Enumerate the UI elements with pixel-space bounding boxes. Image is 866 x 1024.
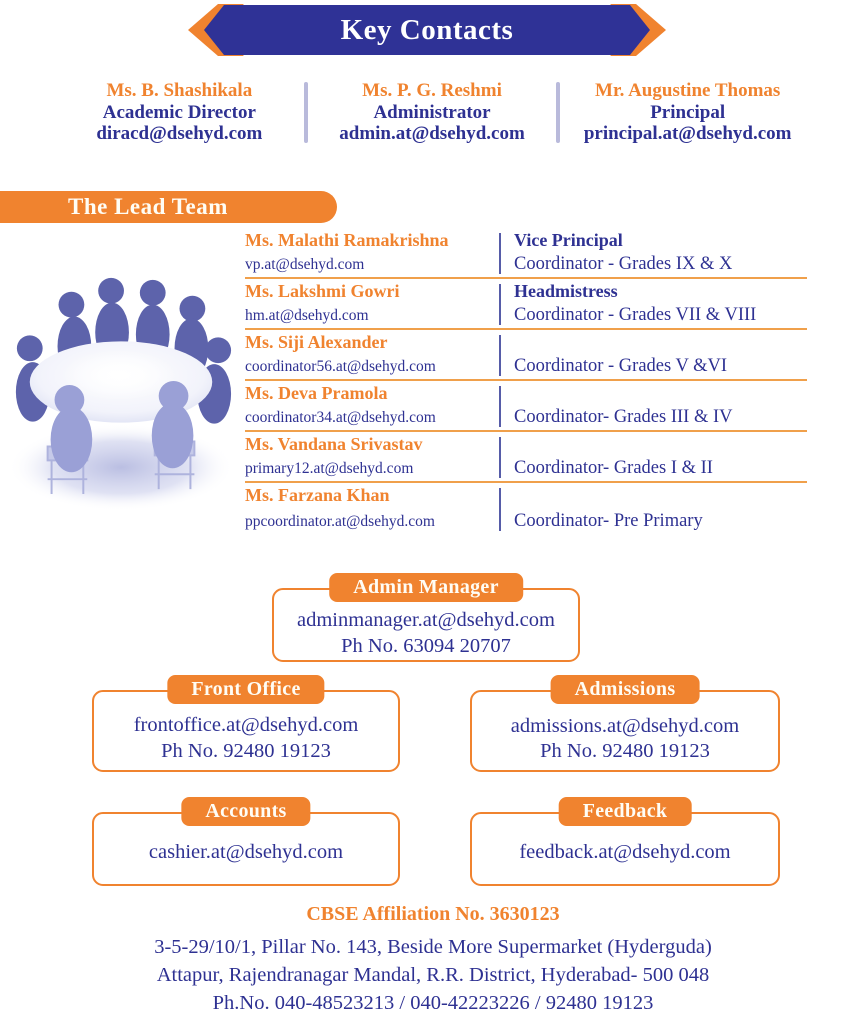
address-line-2: Attapur, Rajendranagar Mandal, R.R. District, Hyderabad- 500 048 (156, 964, 710, 986)
admissions-label: Admissions (551, 675, 700, 704)
accounts-box (92, 800, 400, 886)
round-table-meeting-illustration (2, 242, 240, 522)
member-detail: Coordinator- Grades III & IV (514, 407, 733, 427)
member-name: Ms. Farzana Khan (245, 485, 390, 505)
lead-team-row (245, 279, 807, 330)
admin-manager-label: Admin Manager (329, 573, 523, 602)
contact-role: Academic Director (102, 101, 256, 123)
contact-email: admin.at@dsehyd.com (339, 123, 525, 144)
contact-card (560, 80, 815, 145)
contact-email: principal.at@dsehyd.com (583, 123, 792, 144)
member-email: vp.at@dsehyd.com (245, 256, 365, 273)
lead-team-row (245, 483, 807, 534)
member-email: primary12.at@dsehyd.com (245, 460, 414, 477)
member-name: Ms. Vandana Srivastav (245, 434, 423, 454)
front-office-box (92, 678, 400, 772)
feedback-label: Feedback (559, 797, 692, 826)
contact-name: Mr. Augustine Thomas (595, 80, 781, 101)
member-role: Headmistress (514, 281, 618, 301)
lead-team-table (245, 228, 807, 534)
member-detail: Coordinator - Grades V &VI (514, 356, 728, 376)
contact-card (55, 80, 304, 145)
member-detail: Coordinator - Grades IX & X (514, 254, 733, 274)
footer (0, 903, 866, 1017)
admin-manager-email: adminmanager.at@dsehyd.com (297, 609, 555, 631)
address-line-1: 3-5-29/10/1, Pillar No. 143, Beside More Supermarket (Hyderguda) (154, 936, 712, 958)
lead-team-heading: The Lead Team (0, 191, 337, 223)
member-detail: Coordinator- Pre Primary (514, 511, 703, 531)
contact-email: diracd@dsehyd.com (96, 123, 263, 144)
front-office-label: Front Office (167, 675, 324, 704)
member-name: Ms. Lakshmi Gowri (245, 281, 400, 301)
key-contacts-banner (188, 4, 666, 56)
feedback-box (470, 800, 780, 886)
admissions-email: admissions.at@dsehyd.com (510, 715, 740, 737)
member-email: coordinator34.at@dsehyd.com (245, 409, 436, 426)
member-email: coordinator56.at@dsehyd.com (245, 358, 436, 375)
cbse-affiliation: CBSE Affiliation No. 3630123 (306, 903, 560, 925)
feedback-email: feedback.at@dsehyd.com (519, 841, 731, 863)
member-email: ppcoordinator.at@dsehyd.com (245, 513, 435, 530)
contact-name: Ms. P. G. Reshmi (362, 80, 502, 101)
accounts-email: cashier.at@dsehyd.com (148, 841, 344, 863)
admissions-box (470, 678, 780, 772)
key-contacts-row (55, 80, 815, 145)
lead-team-row (245, 381, 807, 432)
page-title: Key Contacts (340, 13, 514, 46)
member-role: Vice Principal (514, 230, 623, 250)
member-detail: Coordinator - Grades VII & VIII (514, 305, 757, 325)
lead-team-row (245, 330, 807, 381)
front-office-email: frontoffice.at@dsehyd.com (133, 714, 359, 736)
contact-card (308, 80, 557, 145)
contact-role: Principal (650, 101, 726, 123)
lead-team-row (245, 228, 807, 279)
contact-name: Ms. B. Shashikala (106, 80, 253, 101)
front-office-phone: Ph No. 92480 19123 (161, 740, 331, 762)
admin-manager-phone: Ph No. 63094 20707 (341, 635, 511, 657)
member-email: hm.at@dsehyd.com (245, 307, 369, 324)
lead-team-row (245, 432, 807, 483)
member-name: Ms. Malathi Ramakrishna (245, 230, 449, 250)
member-name: Ms. Siji Alexander (245, 332, 388, 352)
admissions-phone: Ph No. 92480 19123 (540, 740, 710, 762)
member-name: Ms. Deva Pramola (245, 383, 388, 403)
member-detail: Coordinator- Grades I & II (514, 458, 713, 478)
footer-phone-numbers: Ph.No. 040-48523213 / 040-42223226 / 92480 19123 (212, 992, 654, 1014)
contact-role: Administrator (373, 101, 491, 123)
accounts-label: Accounts (181, 797, 310, 826)
admin-manager-box (272, 576, 580, 662)
